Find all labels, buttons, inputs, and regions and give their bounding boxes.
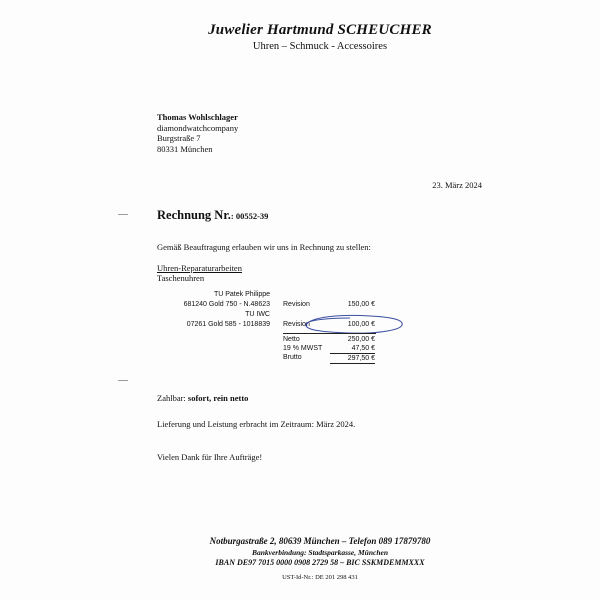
footer-vat-id: UST-Id-Nr.: DE 201 298 431 <box>282 574 358 581</box>
recipient-address <box>157 112 238 154</box>
brutto-value: 297,50 € <box>330 354 375 364</box>
item-1-model: TU Patek Philippe <box>213 291 270 298</box>
invoice-title-label: Rechnung Nr. <box>157 208 231 222</box>
fold-mark-bottom <box>118 380 128 381</box>
netto-value: 250,00 € <box>347 336 375 343</box>
brutto-label: Brutto <box>283 354 302 361</box>
item-2-details: 07261 Gold 585 - 1018839 <box>186 321 270 328</box>
item-2-model: TU IWC <box>245 311 270 318</box>
section-title: Uhren-Reparaturarbeiten <box>157 263 242 273</box>
pen-circle-annotation <box>300 313 410 335</box>
fold-mark-top <box>118 214 128 215</box>
totals-values <box>330 335 375 364</box>
vat-value: 47,50 € <box>330 344 375 354</box>
recipient-name: Thomas Wohlschlager <box>157 112 238 122</box>
totals-rule <box>283 333 376 334</box>
payment-terms <box>157 393 248 403</box>
footer-address: Notburgastraße 2, 80639 München – Telefon 089 17879780 <box>209 536 431 546</box>
invoice-title <box>157 208 268 223</box>
totals-labels <box>283 335 322 362</box>
item-1-amount: 150,00 € <box>347 301 375 308</box>
invoice-date: 23. März 2024 <box>432 180 482 190</box>
recipient-city: 80331 München <box>157 143 213 154</box>
item-1-service: Revision <box>283 301 310 308</box>
invoice-number: : 00552-39 <box>230 211 269 221</box>
item-2-amount: 100,00 € <box>347 321 375 328</box>
invoice-intro: Gemäß Beauftragung erlauben wir uns in Rechnung zu stellen: <box>157 242 371 252</box>
payment-label: Zahlbar: <box>157 393 186 403</box>
payment-terms-value: sofort, rein netto <box>187 393 249 403</box>
section-heading <box>157 263 242 283</box>
footer-iban: IBAN DE97 7015 0000 0908 2729 58 – BIC SSKMDEMMXXX <box>215 558 425 567</box>
recipient-street: Burgstraße 7 <box>157 133 201 143</box>
vat-label: 19 % MWST <box>283 345 323 352</box>
shop-name: Juwelier Hartmund SCHEUCHER <box>208 22 432 38</box>
netto-label: Netto <box>283 336 300 343</box>
recipient-company: diamondwatchcompany <box>157 122 239 133</box>
delivery-note: Lieferung und Leistung erbracht im Zeitraum: März 2024. <box>157 419 356 429</box>
item-2-service: Revision <box>283 321 310 328</box>
item-descriptions <box>170 290 270 330</box>
section-subtitle: Taschenuhren <box>157 273 205 283</box>
item-1-details: 681240 Gold 750 - N.48623 <box>183 301 270 308</box>
thanks-note: Vielen Dank für Ihre Aufträge! <box>157 452 263 462</box>
footer-bank: Bankverbindung: Stadtsparkasse, München <box>251 548 389 557</box>
shop-tagline: Uhren – Schmuck - Accessoires <box>252 41 388 52</box>
